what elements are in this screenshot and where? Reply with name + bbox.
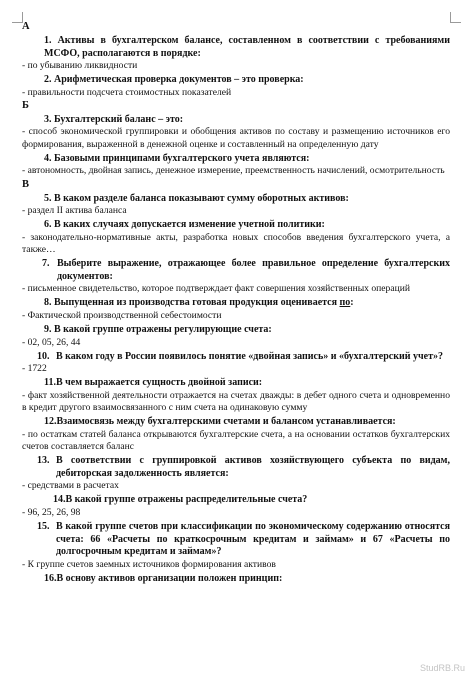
question-11 xyxy=(22,377,450,390)
question-8 xyxy=(22,297,450,310)
answer-9: - 02, 05, 26, 44 xyxy=(22,336,81,348)
question-6 xyxy=(22,219,450,232)
question-9 xyxy=(22,324,450,337)
question-number: 7. xyxy=(42,258,50,270)
question-10 xyxy=(22,351,450,364)
document-page xyxy=(22,20,450,585)
question-number: 16. xyxy=(44,572,57,584)
question-12 xyxy=(22,416,450,429)
question-14 xyxy=(22,494,450,507)
question-text: Выпущенная из производства готовая продукция оценивается xyxy=(54,297,340,309)
answer-5: - раздел II актива баланса xyxy=(22,205,127,217)
question-number: 9. xyxy=(44,324,52,336)
answer-12: - по остаткам статей баланса открываются бухгалтерские счета, а на основании остатков бухгалтерских счетов составляется баланс xyxy=(22,428,450,453)
question-number: 1. xyxy=(44,35,52,46)
question-text: Арифметическая проверка документов – это проверка: xyxy=(54,74,304,86)
section-heading-v: В xyxy=(22,178,30,190)
question-number: 2. xyxy=(44,74,52,86)
question-text: Выберите выражение, отражающее более правильное определение бухгалтерских документов: xyxy=(57,258,450,282)
section-heading-b: Б xyxy=(22,99,29,111)
section-heading-a: А xyxy=(22,21,30,32)
question-text: В какой группе счетов при классификации по экономическому содержанию относятся счета: 66 «Расчеты по краткосрочным кредитам и займам» и 67 «Расчеты по долгосрочным кредитам и займам»? xyxy=(56,521,450,558)
question-text: Базовыми принципами бухгалтерского учета являются: xyxy=(54,152,310,164)
question-text: В соответствии с группировкой активов хозяйствующего субъекта по видам, дебиторская задолженность является: xyxy=(56,455,450,479)
question-4 xyxy=(22,153,450,166)
question-number: 6. xyxy=(44,219,52,231)
question-number: 5. xyxy=(44,192,52,204)
question-text: В каком году в России появилось понятие «двойная запись» и «бухгалтерский учет»? xyxy=(56,350,443,362)
question-text: Бухгалтерский баланс – это: xyxy=(54,113,184,125)
watermark: StudRB.Ru xyxy=(419,663,465,673)
question-2 xyxy=(22,74,450,87)
answer-10: - 1722 xyxy=(22,363,47,375)
question-1 xyxy=(22,35,450,60)
question-text: В каких случаях допускается изменение учетной политики: xyxy=(54,219,325,231)
question-text: В каком разделе баланса показывают сумму оборотных активов: xyxy=(54,192,349,204)
question-number: 13. xyxy=(37,455,50,467)
answer-8: - Фактической производственной себестоимости xyxy=(22,309,222,321)
question-text: В основу активов организации положен принцип: xyxy=(56,572,283,584)
question-3 xyxy=(22,114,450,127)
answer-14: - 96, 25, 26, 98 xyxy=(22,506,81,518)
answer-2: - правильности подсчета стоимостных показателей xyxy=(22,86,232,98)
answer-6: - законодательно-нормативные акты, разработка новых способов введения бухгалтерского учета, а также… xyxy=(22,231,450,255)
question-number: 14. xyxy=(53,494,66,506)
question-text: В какой группе отражены распределительные счета? xyxy=(65,494,308,506)
answer-11: - факт хозяйственной деятельности отражается на счетах дважды: в дебет одного счета и одновременно в кредит другого взаимосвязанного с ним счета на одинаковую сумму xyxy=(22,389,450,414)
question-15 xyxy=(22,521,450,559)
question-5 xyxy=(22,193,450,206)
question-text: Активы в бухгалтерском балансе, составленном в соответствии с требованиями МСФО, располагаются в порядке: xyxy=(44,35,450,59)
question-text: В какой группе отражены регулирующие счета: xyxy=(54,324,272,336)
question-16 xyxy=(22,573,450,586)
question-number: 10. xyxy=(37,350,50,362)
page-corner-mark-right xyxy=(450,12,461,23)
answer-13: - средствами в расчетах xyxy=(22,480,119,492)
question-text: В чем выражается сущность двойной записи: xyxy=(55,377,263,389)
answer-4: - автономность, двойная запись, денежное измерение, преемственность начислений, осмотрительность xyxy=(22,165,445,177)
question-13 xyxy=(22,455,450,480)
answer-7: - письменное свидетельство, которое подтверждает факт совершения хозяйственных операций xyxy=(22,283,411,295)
question-number: 4. xyxy=(44,152,52,164)
question-7 xyxy=(22,258,450,283)
question-text: Взаимосвязь между бухгалтерскими счетами и балансом устанавливается: xyxy=(56,416,396,428)
question-text-end: : xyxy=(350,297,354,309)
question-number: 3. xyxy=(44,113,52,125)
question-number: 8. xyxy=(44,297,52,309)
question-number: 11. xyxy=(44,377,56,389)
answer-3: - способ экономической группировки и обобщения активов по составу и размещению источников его формирования, выраженной в денежной оценке и составленный на определенную дату xyxy=(22,126,450,150)
question-number: 12. xyxy=(44,416,57,428)
answer-1: - по убыванию ликвидности xyxy=(22,60,138,71)
answer-15: - К группе счетов заемных источников формирования активов xyxy=(22,558,276,570)
question-text-underlined: по xyxy=(339,297,351,309)
question-number: 15. xyxy=(37,521,50,533)
